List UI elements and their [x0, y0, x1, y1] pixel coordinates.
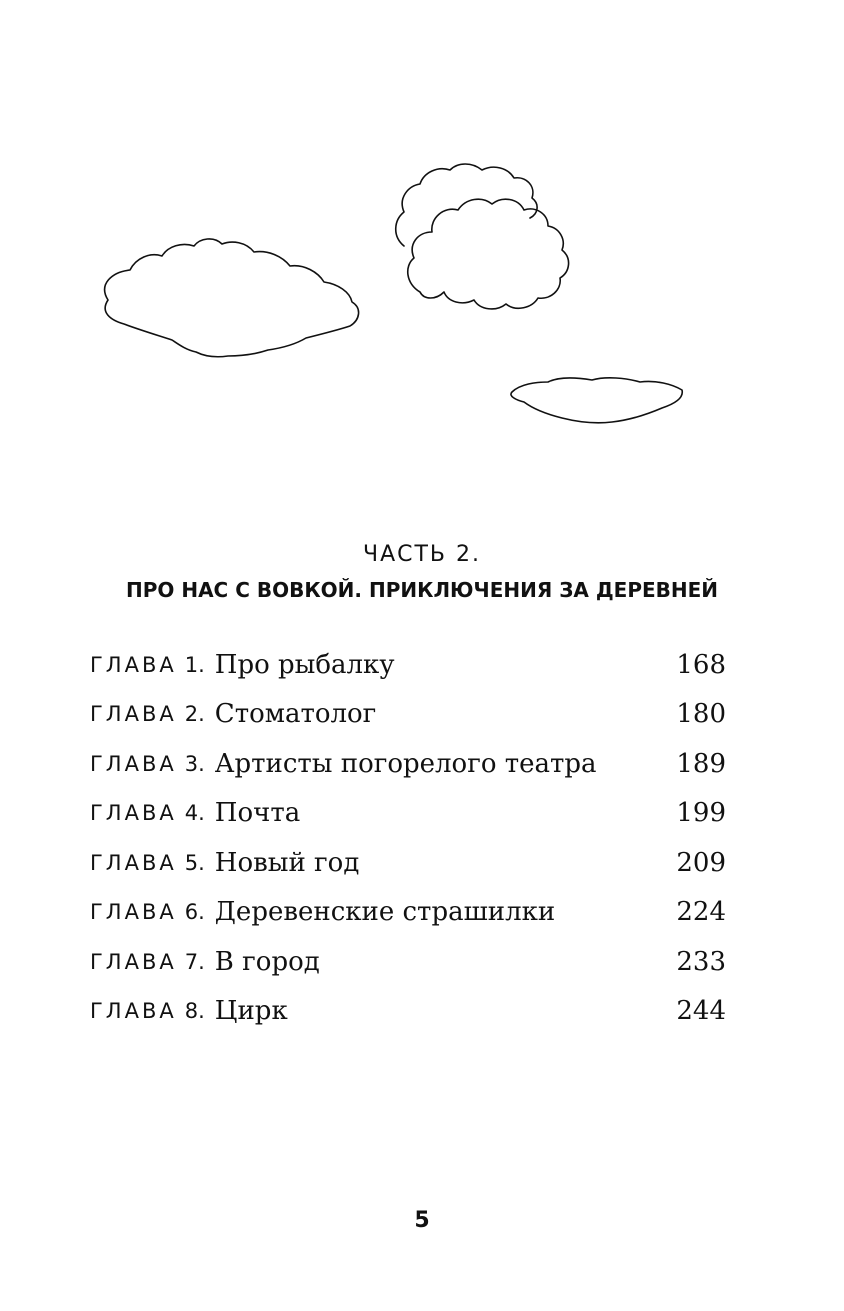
chapter-label: ГЛАВА [90, 850, 177, 875]
chapter-number: 2. [184, 702, 205, 727]
toc-row[interactable] [90, 937, 726, 987]
chapter-page: 224 [676, 897, 726, 928]
chapter-number: 1. [184, 652, 205, 677]
back-cloud-icon [396, 164, 537, 246]
chapter-label: ГЛАВА [90, 801, 177, 826]
chapter-title: Деревенские страшилки [214, 897, 556, 928]
chapter-page: 244 [676, 996, 726, 1027]
toc-row[interactable] [90, 739, 726, 789]
toc-row[interactable] [90, 987, 726, 1037]
page-number: 5 [414, 1208, 430, 1233]
chapter-title: Новый год [214, 847, 360, 878]
chapter-number: 4. [184, 801, 205, 826]
part-label: ЧАСТЬ 2. [362, 542, 481, 567]
part-title: ПРО НАС С ВОВКОЙ. ПРИКЛЮЧЕНИЯ ЗА ДЕРЕВНЕЙ [125, 578, 719, 602]
chapter-title: Цирк [214, 996, 288, 1027]
chapter-title: Артисты погорелого театра [214, 748, 597, 779]
chapter-page: 233 [676, 946, 726, 977]
chapter-number: 7. [184, 949, 205, 974]
toc-row[interactable] [90, 690, 726, 740]
chapter-label: ГЛАВА [90, 652, 177, 677]
left-cloud-icon [105, 239, 359, 357]
chapter-page: 180 [676, 699, 726, 730]
chapter-page: 199 [676, 798, 726, 829]
chapter-page: 168 [676, 649, 726, 680]
chapter-number: 8. [184, 999, 205, 1024]
toc-row[interactable] [90, 789, 726, 839]
chapter-title: Стоматолог [214, 699, 377, 730]
part-heading [60, 540, 784, 610]
toc-row[interactable] [90, 838, 726, 888]
chapter-label: ГЛАВА [90, 949, 177, 974]
toc-row[interactable] [90, 888, 726, 938]
cloud-illustration [0, 0, 844, 480]
chapter-page: 189 [676, 748, 726, 779]
chapter-title: В город [214, 946, 320, 977]
chapter-title: Почта [214, 798, 301, 829]
table-of-contents [90, 640, 726, 1036]
small-cloud-icon [511, 378, 682, 423]
chapter-label: ГЛАВА [90, 702, 177, 727]
chapter-number: 5. [184, 850, 205, 875]
toc-row[interactable] [90, 640, 726, 690]
chapter-number: 6. [184, 900, 205, 925]
chapter-label: ГЛАВА [90, 751, 177, 776]
front-cloud-icon [408, 199, 569, 309]
chapter-label: ГЛАВА [90, 999, 177, 1024]
chapter-label: ГЛАВА [90, 900, 177, 925]
chapter-title: Про рыбалку [214, 649, 395, 680]
chapter-number: 3. [184, 751, 205, 776]
chapter-page: 209 [676, 847, 726, 878]
